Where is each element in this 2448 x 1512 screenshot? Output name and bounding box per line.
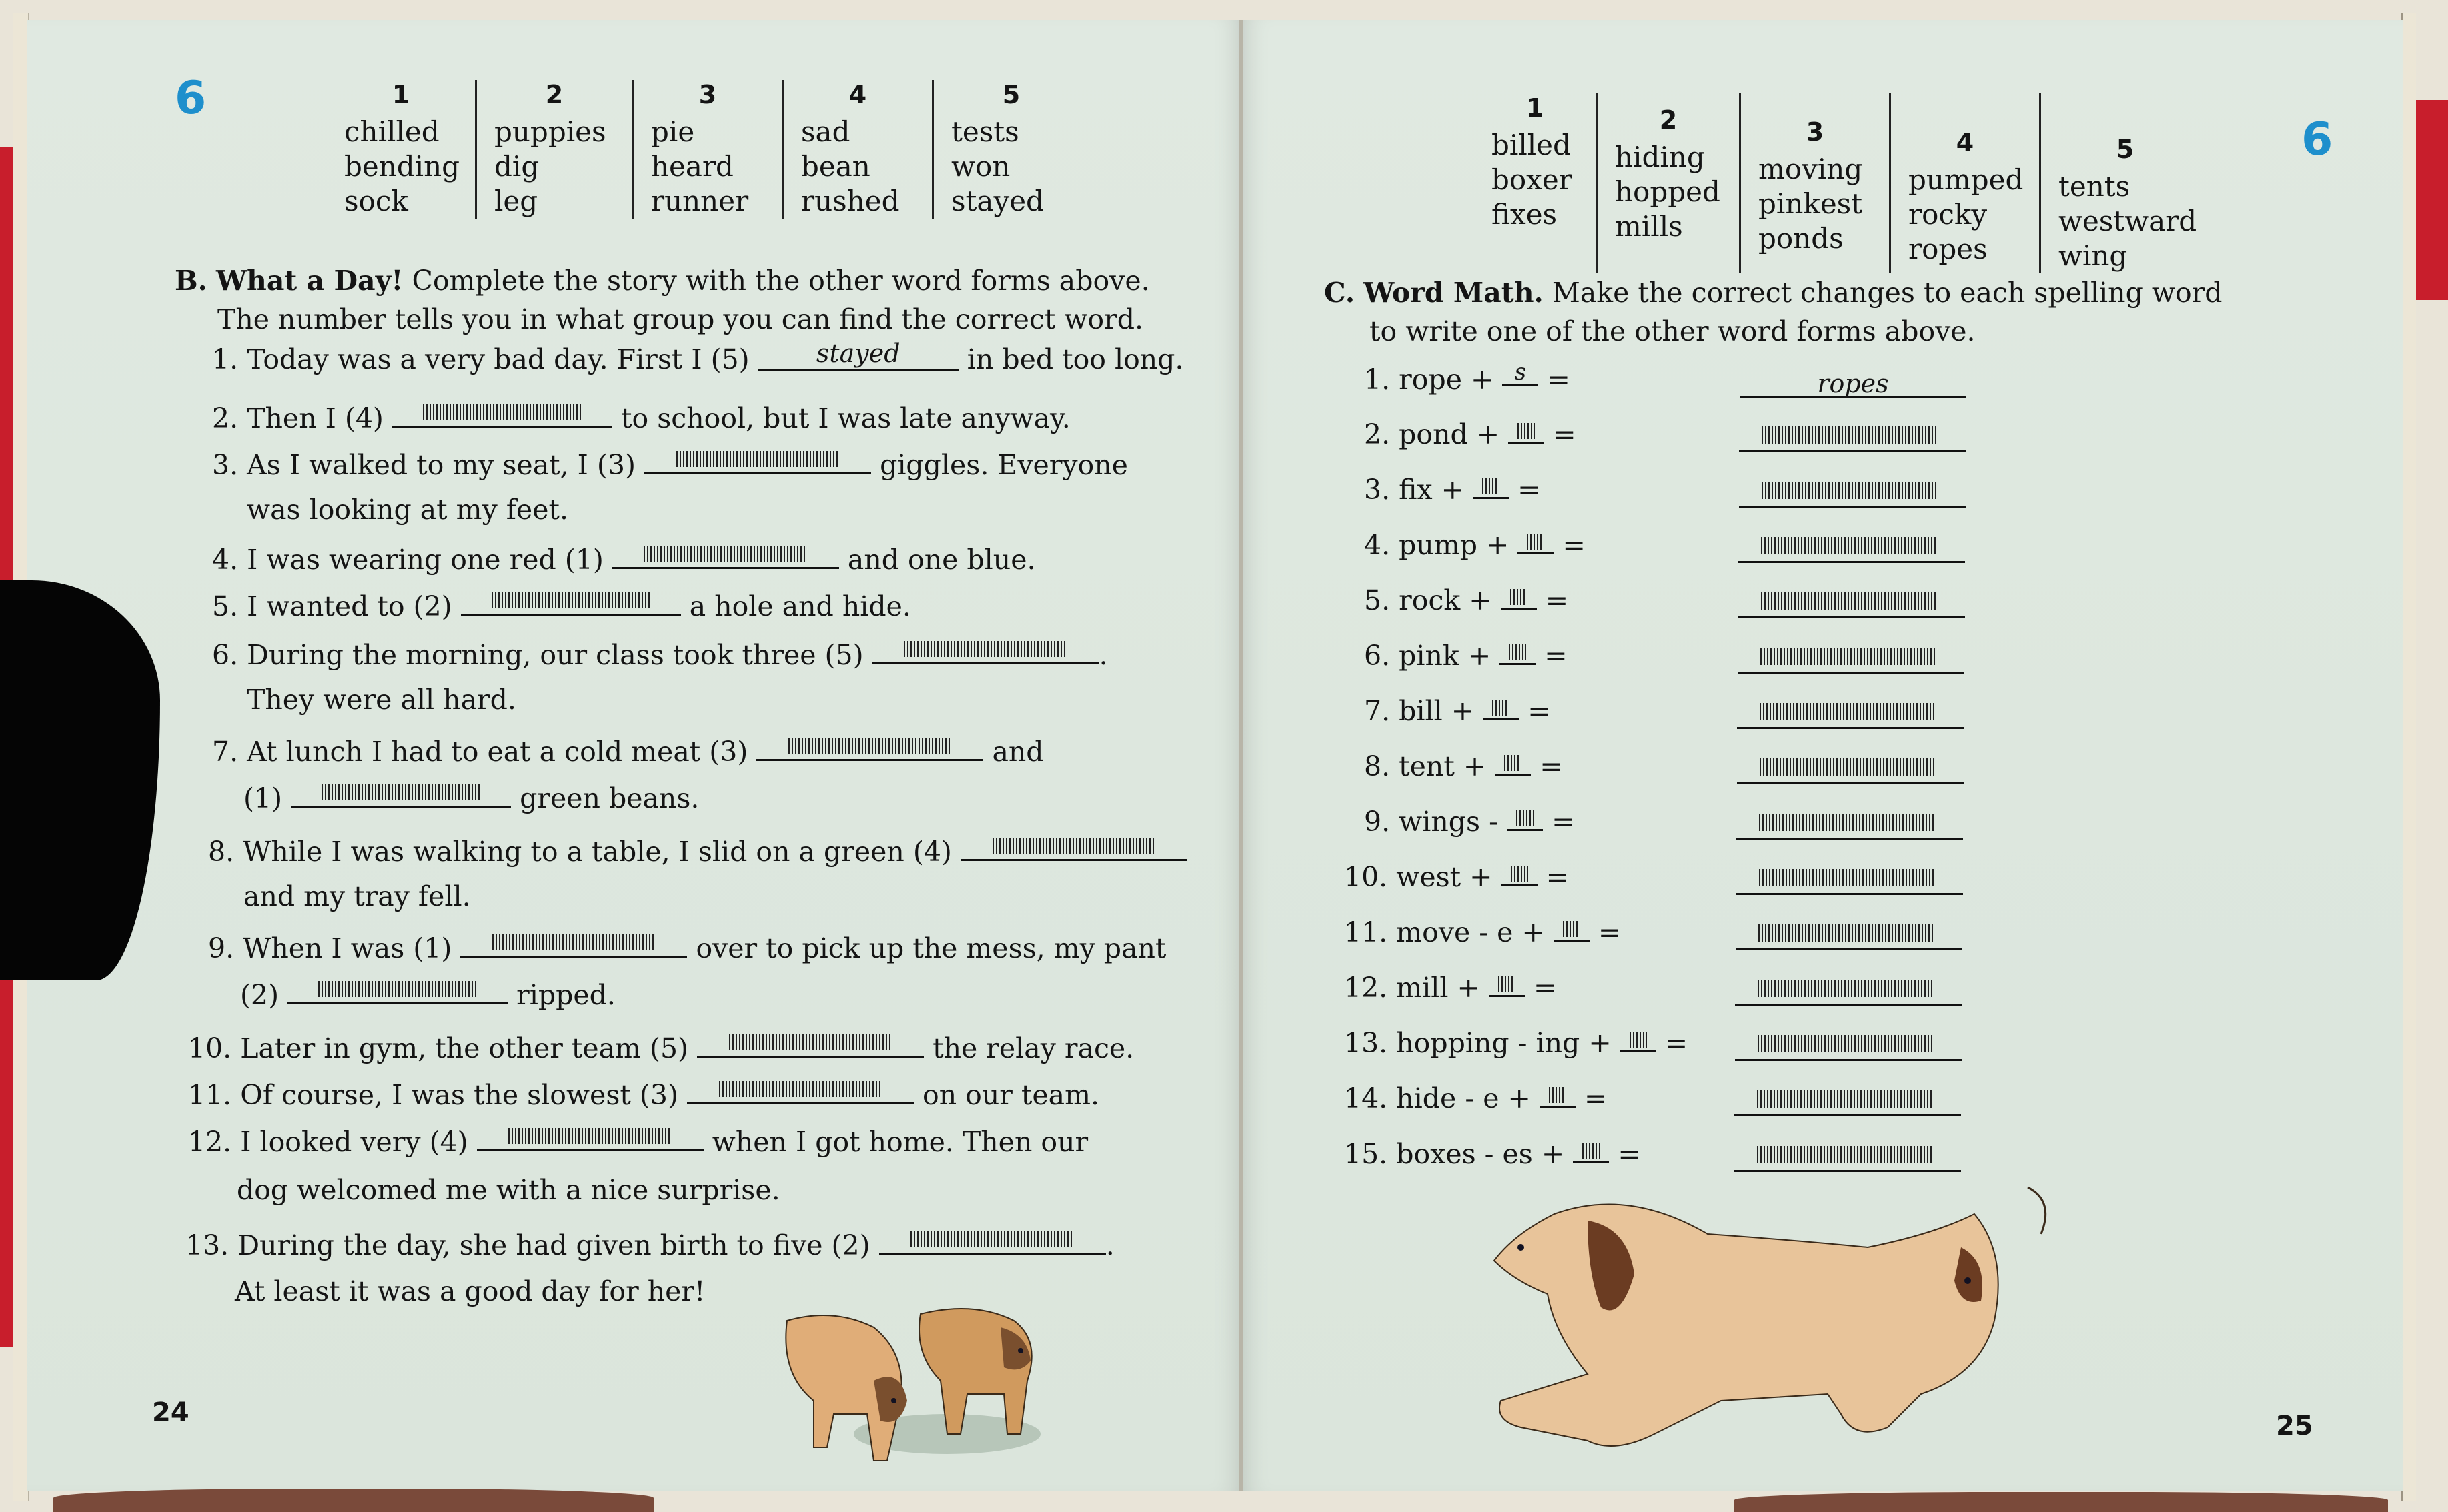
section-letter: B.: [175, 265, 207, 297]
word-math-row: [1364, 584, 1568, 616]
problem-expression: rope +: [1399, 363, 1494, 396]
word-math-row: [1344, 861, 1569, 893]
word: boxer: [1491, 163, 1572, 196]
problem-expression: pump +: [1399, 529, 1509, 561]
word-groups-table: [1474, 93, 2209, 273]
item-number: 2.: [212, 402, 239, 434]
word-math-row: [1344, 916, 1621, 948]
item-text: to school, but I was late anyway.: [621, 402, 1071, 434]
item-text: .: [1105, 1229, 1115, 1261]
problem-expression: wings -: [1399, 806, 1498, 838]
story-item-7-cont: [243, 780, 699, 814]
item-text: At lunch I had to eat a cold meat (3): [247, 736, 748, 768]
word-math-row: [1364, 806, 1574, 838]
bottom-edge-shadow: [53, 1489, 654, 1512]
answer-blank[interactable]: [758, 339, 959, 371]
word: rushed: [801, 185, 900, 217]
group-number: 5: [1002, 80, 1021, 109]
word-group: [632, 80, 782, 219]
section-letter: C.: [1324, 277, 1355, 309]
item-text: Today was a very bad day. First I (5): [247, 343, 750, 375]
problem-expression: fix +: [1399, 474, 1465, 506]
word: fixes: [1491, 198, 1558, 231]
word-group: [1889, 93, 2039, 273]
word: hopped: [1615, 175, 1720, 208]
story-item-2: [212, 400, 1071, 434]
story-item-7: [212, 734, 1044, 768]
problem-expression: pond +: [1399, 418, 1500, 450]
word-group: [1596, 93, 1739, 273]
item-number: 3.: [212, 449, 239, 481]
group-number: 5: [2116, 135, 2134, 164]
result-blank[interactable]: [1738, 645, 1964, 674]
item-text: Of course, I was the slowest (3): [240, 1079, 678, 1111]
item-text: giggles. Everyone: [880, 449, 1128, 481]
word: puppies: [494, 115, 606, 148]
answer-blank[interactable]: [460, 930, 687, 958]
book-gutter: [1239, 20, 1243, 1491]
suffix-blank[interactable]: [1501, 588, 1537, 610]
answer-blank[interactable]: [477, 1124, 704, 1151]
answer-blank[interactable]: [612, 542, 839, 569]
page-number-25: 25: [2276, 1411, 2313, 1441]
word-math-row: [1364, 359, 1570, 396]
equals-sign: =: [1598, 916, 1622, 948]
suffix-blank[interactable]: [1554, 920, 1590, 942]
story-item-8: [208, 834, 1187, 868]
answer-text: stayed: [816, 339, 900, 368]
problem-expression: west +: [1396, 861, 1493, 893]
suffix-blank[interactable]: [1473, 477, 1509, 499]
suffix-blank[interactable]: [1508, 422, 1544, 444]
story-item-10: [188, 1030, 1134, 1064]
word-group: [327, 80, 475, 219]
red-background-right: [2415, 100, 2448, 300]
equals-sign: =: [1553, 418, 1576, 450]
suffix-blank[interactable]: [1540, 1086, 1576, 1108]
item-number: 6.: [212, 639, 239, 671]
problem-expression: boxes - es +: [1396, 1138, 1565, 1170]
word: ponds: [1758, 222, 1844, 255]
answer-blank[interactable]: [756, 734, 983, 761]
word: wing: [2058, 239, 2128, 272]
word: hiding: [1615, 141, 1705, 173]
equals-sign: =: [1540, 750, 1563, 782]
word-math-row: [1344, 972, 1556, 1004]
item-text: green beans.: [520, 782, 700, 814]
problem-number: 6.: [1364, 640, 1391, 672]
word: dig: [494, 150, 540, 183]
word: tents: [2058, 170, 2130, 203]
item-text: on our team.: [923, 1079, 1099, 1111]
word: billed: [1491, 129, 1571, 161]
story-item-4: [212, 542, 1036, 576]
item-text: During the morning, our class took three (5): [247, 639, 864, 671]
problem-expression: bill +: [1399, 695, 1475, 727]
group-number: 2: [545, 80, 564, 109]
suffix-blank[interactable]: [1517, 532, 1554, 554]
answer-blank[interactable]: [461, 588, 681, 616]
word-math-row: [1364, 418, 1576, 450]
item-number: 4.: [212, 544, 239, 576]
item-number: 12.: [188, 1126, 232, 1158]
item-number: 1.: [212, 343, 239, 375]
problem-expression: mill +: [1396, 972, 1480, 1004]
story-item-9-cont: [240, 977, 616, 1011]
section-instructions: Complete the story with the other word forms above.: [412, 265, 1150, 297]
problem-number: 3.: [1364, 474, 1391, 506]
problem-number: 14.: [1344, 1082, 1388, 1114]
story-item-5: [212, 588, 911, 622]
word-group: [2039, 93, 2209, 273]
word: chilled: [344, 115, 440, 148]
word: stayed: [951, 185, 1044, 217]
answer-blank[interactable]: [291, 780, 511, 808]
suffix-blank[interactable]: [1507, 809, 1543, 831]
bottom-edge-shadow: [1734, 1492, 2388, 1512]
equals-sign: =: [1562, 529, 1586, 561]
problem-number: 11.: [1344, 916, 1388, 948]
problem-number: 9.: [1364, 806, 1391, 838]
item-text: When I was (1): [243, 932, 452, 964]
section-b-heading: [175, 261, 1150, 339]
word-math-row: [1364, 695, 1551, 727]
word: tests: [951, 115, 1019, 148]
problem-expression: move - e +: [1396, 916, 1545, 948]
story-item-13-cont: At least it was a good day for her!: [235, 1275, 706, 1307]
problem-expression: hopping - ing +: [1396, 1027, 1612, 1059]
story-item-9: [208, 930, 1166, 964]
item-text: a hole and hide.: [689, 590, 911, 622]
equals-sign: =: [1517, 474, 1541, 506]
item-number: 7.: [212, 736, 239, 768]
story-item-1: [212, 339, 1184, 375]
story-item-6-cont: They were all hard.: [247, 684, 516, 716]
suffix-blank[interactable]: [1501, 864, 1538, 886]
suffix-blank[interactable]: [1499, 643, 1536, 665]
item-text: I was wearing one red (1): [247, 544, 604, 576]
suffix-answer: s: [1514, 359, 1527, 386]
result-blank[interactable]: [1738, 534, 1965, 563]
item-text: Later in gym, the other team (5): [240, 1032, 689, 1064]
problem-number: 4.: [1364, 529, 1391, 561]
section-instructions-2: to write one of the other word forms above.: [1369, 315, 1976, 347]
equals-sign: =: [1527, 695, 1551, 727]
story-item-3: [212, 447, 1128, 481]
page-edge-right: [2401, 13, 2416, 1501]
answer-blank[interactable]: [687, 1077, 914, 1104]
equals-sign: =: [1546, 861, 1569, 893]
item-number: 5.: [212, 590, 239, 622]
problem-expression: rock +: [1399, 584, 1492, 616]
item-text: in bed too long.: [967, 343, 1184, 375]
result-blank[interactable]: [1736, 922, 1962, 950]
group-number: 1: [392, 80, 410, 109]
answer-blank[interactable]: [961, 834, 1187, 861]
item-text: I looked very (4): [240, 1126, 468, 1158]
problem-number: 2.: [1364, 418, 1391, 450]
item-text: over to pick up the mess, my pant: [696, 932, 1167, 964]
word-group: [932, 80, 1089, 219]
result-blank[interactable]: [1739, 424, 1966, 452]
equals-sign: =: [1545, 584, 1569, 616]
problem-number: 10.: [1344, 861, 1388, 893]
item-text: Then I (4): [247, 402, 384, 434]
word: mills: [1615, 210, 1683, 243]
word: won: [951, 150, 1011, 183]
answer-blank[interactable]: [644, 447, 871, 474]
result-blank[interactable]: [1734, 1143, 1961, 1172]
page-number-24: 24: [152, 1397, 189, 1428]
problem-number: 13.: [1344, 1027, 1388, 1059]
answer-blank[interactable]: [872, 637, 1099, 664]
story-item-8-cont: and my tray fell.: [243, 880, 471, 912]
answer-blank[interactable]: [697, 1030, 924, 1058]
item-text: when I got home. Then our: [712, 1126, 1089, 1158]
suffix-blank[interactable]: [1489, 975, 1525, 997]
result-blank[interactable]: [1737, 700, 1964, 729]
problem-number: 1.: [1364, 363, 1391, 396]
section-title: Word Math.: [1363, 277, 1544, 309]
item-text: ripped.: [516, 979, 616, 1011]
equals-sign: =: [1533, 972, 1557, 1004]
equals-sign: =: [1547, 363, 1570, 396]
word-groups-table: [327, 80, 1089, 219]
unit-number: 6: [2301, 113, 2333, 166]
item-number: 11.: [188, 1079, 232, 1111]
result-blank[interactable]: [1734, 1088, 1961, 1116]
word: bending: [344, 150, 460, 183]
answer-blank[interactable]: [287, 977, 508, 1004]
story-item-3-cont: was looking at my feet.: [247, 494, 568, 526]
answer-blank[interactable]: [392, 400, 612, 428]
section-title: What a Day!: [215, 265, 404, 297]
section-instructions: Make the correct changes to each spelling word: [1552, 277, 2223, 309]
word-group: [1474, 93, 1596, 273]
story-item-6: [212, 637, 1108, 671]
mother-dog-illustration: [1454, 1174, 2155, 1467]
word: leg: [494, 185, 538, 217]
problem-expression: tent +: [1399, 750, 1487, 782]
item-text: I wanted to (2): [247, 590, 452, 622]
item-text: and: [992, 736, 1044, 768]
group-number: 2: [1659, 105, 1678, 135]
result-answer: ropes: [1817, 369, 1889, 398]
item-number: 9.: [208, 932, 235, 964]
word: sock: [344, 185, 408, 217]
section-instructions-2: The number tells you in what group you can find the correct word.: [217, 303, 1143, 335]
word-math-row: [1364, 529, 1586, 561]
item-text: While I was walking to a table, I slid on a green (4): [243, 836, 952, 868]
equals-sign: =: [1544, 640, 1568, 672]
problem-number: 7.: [1364, 695, 1391, 727]
result-blank[interactable]: [1737, 756, 1964, 784]
item-text: (2): [240, 979, 279, 1011]
item-text: (1): [243, 782, 283, 814]
result-blank[interactable]: [1736, 866, 1963, 895]
word-group: [1739, 93, 1889, 273]
problem-expression: hide - e +: [1396, 1082, 1531, 1114]
result-blank[interactable]: [1740, 369, 1966, 398]
group-number: 3: [1806, 117, 1824, 147]
word: runner: [651, 185, 749, 217]
item-number: 10.: [188, 1032, 232, 1064]
item-text: .: [1099, 639, 1108, 671]
equals-sign: =: [1584, 1082, 1608, 1114]
result-blank[interactable]: [1735, 977, 1962, 1006]
problem-number: 8.: [1364, 750, 1391, 782]
word: rocky: [1908, 198, 1988, 231]
word: ropes: [1908, 233, 1988, 265]
item-text: the relay race.: [933, 1032, 1135, 1064]
item-text: During the day, she had given birth to five (2): [237, 1229, 870, 1261]
word-math-row: [1344, 1138, 1641, 1170]
story-item-11: [188, 1077, 1099, 1111]
suffix-blank[interactable]: [1483, 698, 1519, 720]
suffix-blank[interactable]: [1620, 1030, 1656, 1052]
item-text: As I walked to my seat, I (3): [247, 449, 636, 481]
result-blank[interactable]: [1738, 590, 1965, 618]
word: bean: [801, 150, 870, 183]
equals-sign: =: [1618, 1138, 1641, 1170]
answer-blank[interactable]: [879, 1227, 1106, 1255]
story-item-12-cont: dog welcomed me with a nice surprise.: [237, 1174, 780, 1206]
word-math-row: [1344, 1082, 1607, 1114]
equals-sign: =: [1552, 806, 1575, 838]
problem-expression: pink +: [1399, 640, 1491, 672]
word: moving: [1758, 153, 1863, 185]
problem-number: 5.: [1364, 584, 1391, 616]
group-number: 3: [698, 80, 717, 109]
word-math-row: [1364, 640, 1568, 672]
word-math-row: [1344, 1027, 1688, 1059]
word-group: [475, 80, 632, 219]
word-math-row: [1364, 750, 1563, 782]
word: westward: [2058, 205, 2197, 237]
word: heard: [651, 150, 734, 183]
equals-sign: =: [1664, 1027, 1688, 1059]
puppies-illustration: [774, 1301, 1147, 1474]
item-number: 13.: [185, 1229, 229, 1261]
word-group: [782, 80, 932, 219]
suffix-blank[interactable]: [1573, 1141, 1609, 1163]
word: sad: [801, 115, 850, 148]
problem-number: 15.: [1344, 1138, 1388, 1170]
story-item-13: [185, 1227, 1115, 1261]
result-blank[interactable]: [1735, 1032, 1962, 1061]
word: pinkest: [1758, 187, 1863, 220]
item-number: 8.: [208, 836, 235, 868]
unit-number: 6: [175, 72, 207, 125]
result-blank[interactable]: [1739, 479, 1966, 508]
word: pumped: [1908, 163, 2024, 196]
suffix-blank[interactable]: [1495, 754, 1531, 776]
suffix-blank[interactable]: [1502, 359, 1538, 386]
result-blank[interactable]: [1736, 811, 1963, 840]
word-math-row: [1364, 474, 1540, 506]
word: pie: [651, 115, 695, 148]
item-text: and one blue.: [847, 544, 1036, 576]
group-number: 4: [1956, 128, 1974, 157]
group-number: 1: [1525, 93, 1544, 123]
story-item-12: [188, 1124, 1088, 1158]
group-number: 4: [848, 80, 867, 109]
problem-number: 12.: [1344, 972, 1388, 1004]
section-c-heading: [1324, 273, 2222, 351]
